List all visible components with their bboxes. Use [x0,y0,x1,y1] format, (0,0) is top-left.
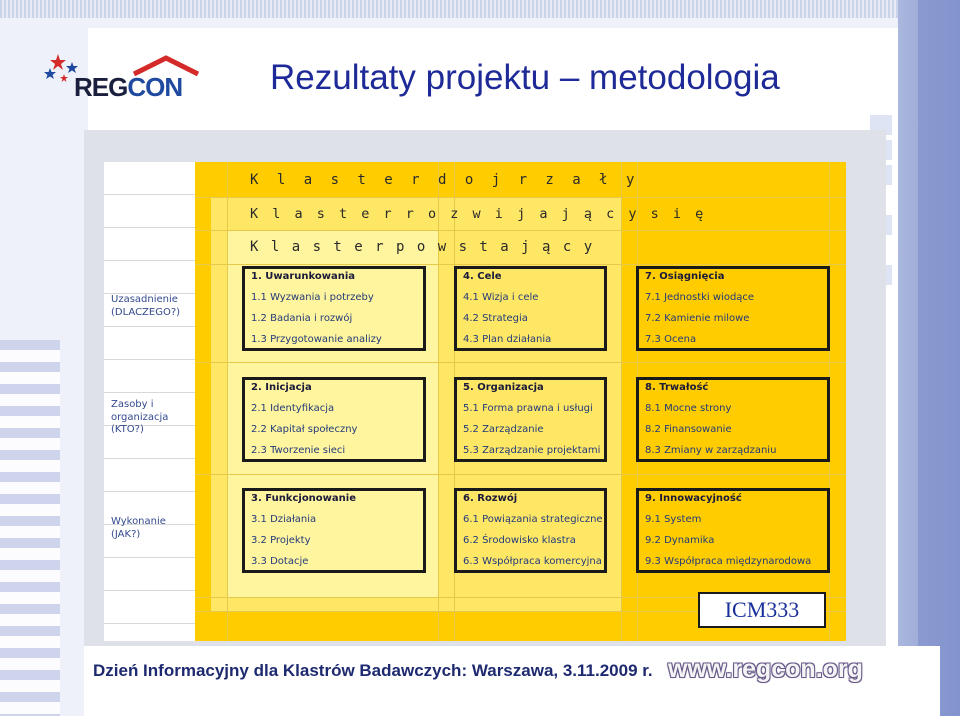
grid-line [438,162,439,641]
step-item: 2.3 Tworzenie sieci [251,445,346,456]
row-label-who [111,399,168,437]
row-label-line: (JAK?) [111,528,141,540]
grid-line [227,162,228,641]
step-item: 6.3 Współpraca komercyjna [463,556,602,567]
step-heading: 7. Osiągnięcia [645,271,725,282]
cluster-label-mature: K l a s t e r d o j r z a ł y [250,172,640,188]
grid-line [195,264,846,265]
step-item: 7.2 Kamienie milowe [645,313,750,324]
step-heading: 3. Funkcjonowanie [251,493,356,504]
row-label-line: Wykonanie [111,516,166,527]
step-item: 2.2 Kapitał społeczny [251,424,358,435]
step-box-6 [454,488,607,573]
step-item: 8.1 Mocne strony [645,403,732,414]
row-label-how [111,516,166,541]
step-item: 3.2 Projekty [251,535,311,546]
row-label-line: Zasoby i [111,399,154,410]
step-item: 8.3 Zmiany w zarządzaniu [645,445,777,456]
grid-line [195,230,846,231]
row-label-line: organizacja [111,411,169,423]
right-decorative-bar-shade [918,0,960,716]
step-item: 7.1 Jednostki wiodące [645,292,755,303]
row-label-line: (KTO?) [111,424,144,435]
row-label-line: Uzasadnienie [111,294,178,305]
row-label-line: (DLACZEGO?) [111,306,181,318]
footer-text: Dzień Informacyjny dla Klastrów Badawczych: Warszawa, 3.11.2009 r. [93,661,653,680]
page-title: Rezultaty projektu – metodologia [270,58,780,97]
step-item: 1.1 Wyzwania i potrzeby [251,292,374,303]
step-item: 9.3 Współpraca międzynarodowa [645,556,812,567]
top-stripe [88,18,898,28]
step-heading: 1. Uwarunkowania [251,271,356,282]
step-item: 7.3 Ocena [645,334,697,345]
step-heading: 8. Trwałość [645,382,709,393]
step-item: 9.1 System [645,514,702,525]
step-item: 3.1 Działania [251,514,317,525]
cluster-label-developing: K l a s t e r r o z w i j a j ą c y s i ę [250,206,707,222]
step-item: 5.1 Forma prawna i usługi [463,403,593,414]
step-heading: 9. Innowacyjność [645,493,742,504]
step-box-1 [242,266,426,351]
step-item: 1.3 Przygotowanie analizy [251,334,382,345]
step-box-4 [454,266,607,351]
top-decorative-bar [0,0,960,18]
step-item: 4.3 Plan działania [463,334,552,345]
step-box-3 [242,488,426,573]
grid-line [621,162,622,641]
icm-badge: ICM333 [698,592,826,628]
row-label-why [111,294,180,319]
step-item: 4.1 Wizja i cele [463,292,539,303]
grid-line [195,474,846,475]
step-box-5 [454,377,607,462]
step-item: 3.3 Dotacje [251,556,309,567]
step-heading: 4. Cele [463,271,502,282]
left-decorative-stripes [0,340,60,716]
step-item: 4.2 Strategia [463,313,528,324]
step-item: 5.2 Zarządzanie [463,424,544,435]
grid-line [195,197,846,198]
logo-wordmark [74,72,182,103]
step-heading: 2. Inicjacja [251,382,312,393]
step-item: 6.2 Środowisko klastra [463,535,576,546]
logo-con: CON [127,72,183,102]
cluster-label-emerging: K l a s t e r p o w s t a j ą c y [250,239,595,255]
step-item: 6.1 Powiązania strategiczne [463,514,603,525]
step-heading: 6. Rozwój [463,493,518,504]
step-item: 5.3 Zarządzanie projektami [463,445,601,456]
step-item: 2.1 Identyfikacja [251,403,335,414]
website-link[interactable]: www.regcon.org [668,655,863,683]
step-box-9 [636,488,830,573]
regcon-logo [44,52,204,102]
step-heading: 5. Organizacja [463,382,544,393]
logo-reg: REG [74,72,128,102]
grid-line [195,362,846,363]
step-box-8 [636,377,830,462]
step-box-7 [636,266,830,351]
step-item: 8.2 Finansowanie [645,424,732,435]
step-box-2 [242,377,426,462]
step-item: 1.2 Badania i rozwój [251,313,353,324]
step-item: 9.2 Dynamika [645,535,715,546]
